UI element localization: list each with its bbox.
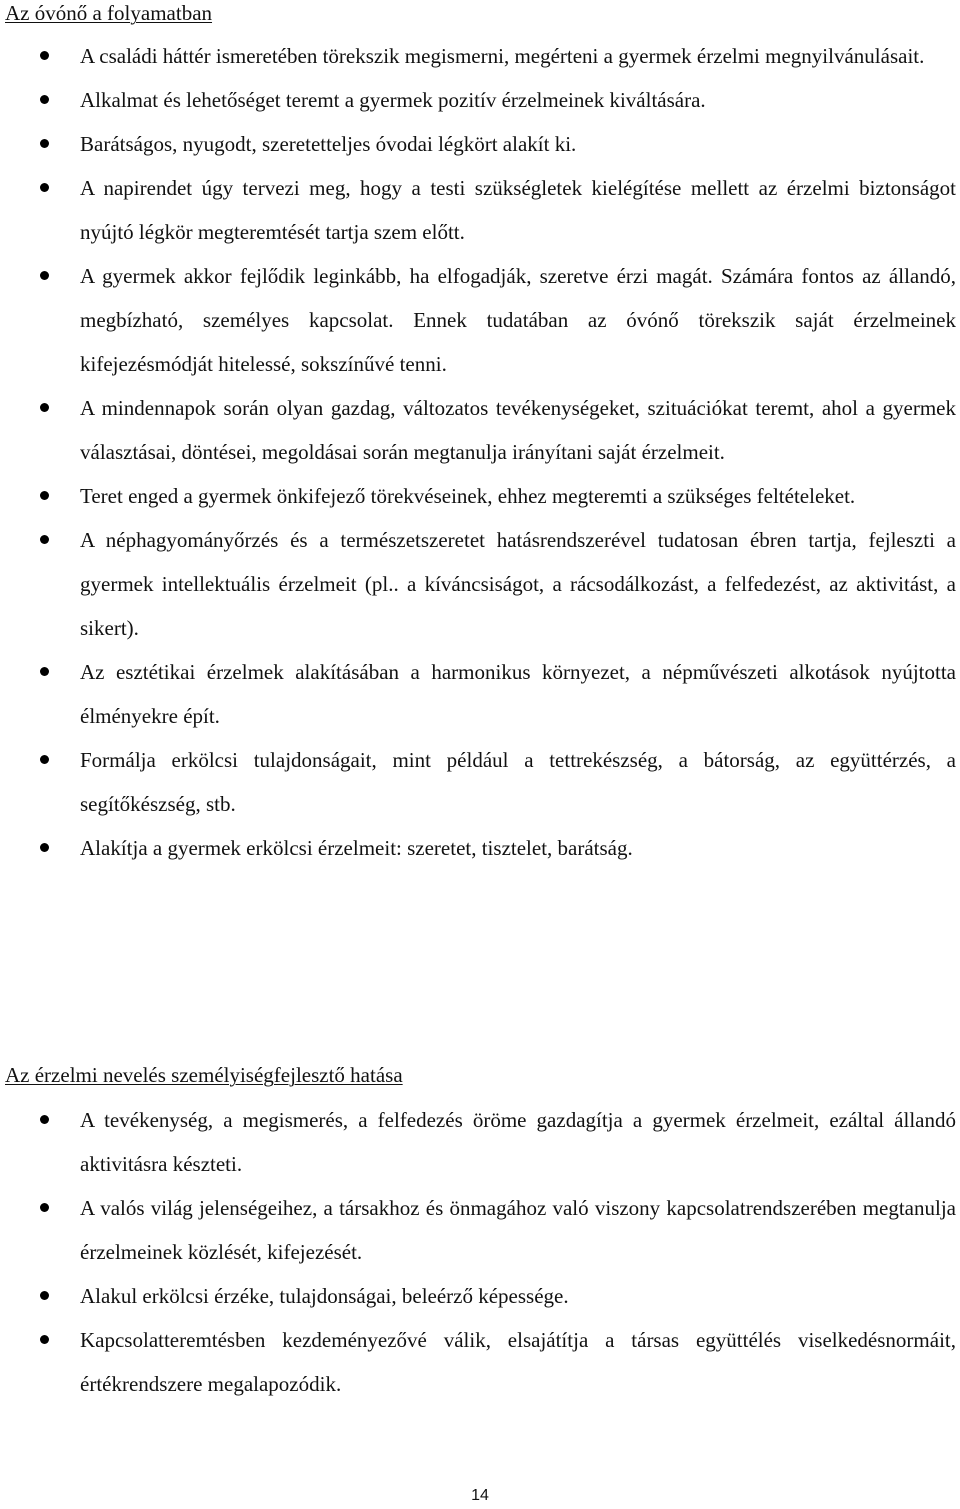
- list-item: [0, 1098, 960, 1186]
- bullet-icon: [40, 1291, 49, 1300]
- bullet-icon: [40, 95, 49, 104]
- list-item-text: A családi háttér ismeretében törekszik megismerni, megérteni a gyermek érzelmi megnyilvánulásait.: [80, 44, 925, 68]
- list-item-text: A valós világ jelenségeihez, a társakhoz és önmagához való viszony kapcsolatrendszerében megtanulja érzelmeinek közlését, kifejezését.: [80, 1196, 956, 1264]
- bullet-icon: [40, 1115, 49, 1124]
- bullet-icon: [40, 535, 49, 544]
- bullet-list-ovono: [0, 34, 960, 870]
- bullet-icon: [40, 1203, 49, 1212]
- list-item: [0, 386, 960, 474]
- list-item-text: Alakítja a gyermek erkölcsi érzelmeit: szeretet, tisztelet, barátság.: [80, 836, 633, 860]
- list-item-text: Kapcsolatteremtésben kezdeményezővé válik, elsajátítja a társas együttélés viselkedésnormáit, értékrendszere megalapozódik.: [80, 1328, 956, 1396]
- list-item: [0, 166, 960, 254]
- list-item: [0, 474, 960, 518]
- list-item-text: A mindennapok során olyan gazdag, változatos tevékenységeket, szituációkat teremt, ahol a gyermek választásai, döntései, megoldásai során megtanulja irányítani saját érzelmeit.: [80, 396, 956, 464]
- page-number: 14: [471, 1487, 489, 1504]
- bullet-icon: [40, 403, 49, 412]
- bullet-icon: [40, 1335, 49, 1344]
- bullet-icon: [40, 755, 49, 764]
- list-item: [0, 738, 960, 826]
- list-item: [0, 34, 960, 78]
- list-item-text: A tevékenység, a megismerés, a felfedezés öröme gazdagítja a gyermek érzelmeit, ezáltal állandó aktivitásra készteti.: [80, 1108, 956, 1176]
- bullet-icon: [40, 51, 49, 60]
- bullet-icon: [40, 139, 49, 148]
- list-item-text: A gyermek akkor fejlődik leginkább, ha elfogadják, szeretve érzi magát. Számára fontos az állandó, megbízható, személyes kapcsolat. Ennek tudatában az óvónő törekszik saját érzelmeinek kifejezésmódját hitelessé, sokszínűvé tenni.: [80, 264, 956, 376]
- list-item: [0, 518, 960, 650]
- list-item-text: Barátságos, nyugodt, szeretetteljes óvodai légkört alakít ki.: [80, 132, 577, 156]
- list-item: [0, 78, 960, 122]
- list-item-text: Teret enged a gyermek önkifejező törekvéseinek, ehhez megteremti a szükséges feltételeket.: [80, 484, 856, 508]
- list-item: [0, 826, 960, 870]
- list-item-text: A napirendet úgy tervezi meg, hogy a testi szükségletek kielégítése mellett az érzelmi biztonságot nyújtó légkör megteremtését tartja szem előtt.: [80, 176, 956, 244]
- list-item-text: Formálja erkölcsi tulajdonságait, mint például a tettrekészség, a bátorság, az együttérzés, a segítőkészség, stb.: [80, 748, 956, 816]
- list-item: [0, 1186, 960, 1274]
- list-item: [0, 650, 960, 738]
- bullet-list-erzelmi-neveles: [0, 1098, 960, 1406]
- list-item-text: A néphagyományőrzés és a természetszeretet hatásrendszerével tudatosan ébren tartja, fejleszti a gyermek intellektuális érzelmeit (pl.. a kíváncsiságot, a rácsodálkozást, a felfedezést, az aktivitást, a sikert).: [80, 528, 956, 640]
- list-item: [0, 122, 960, 166]
- bullet-icon: [40, 667, 49, 676]
- section-heading-ovono: Az óvónő a folyamatban: [5, 1, 213, 25]
- list-item: [0, 1274, 960, 1318]
- bullet-icon: [40, 271, 49, 280]
- bullet-icon: [40, 843, 49, 852]
- section-heading-erzelmi-neveles: Az érzelmi nevelés személyiségfejlesztő hatása: [5, 1063, 403, 1087]
- bullet-icon: [40, 491, 49, 500]
- list-item: [0, 254, 960, 386]
- bullet-icon: [40, 183, 49, 192]
- list-item: [0, 1318, 960, 1406]
- list-item-text: Alakul erkölcsi érzéke, tulajdonságai, beleérző képessége.: [80, 1284, 569, 1308]
- list-item-text: Az esztétikai érzelmek alakításában a harmonikus környezet, a népművészeti alkotások nyújtotta élményekre épít.: [80, 660, 956, 728]
- list-item-text: Alkalmat és lehetőséget teremt a gyermek pozitív érzelmeinek kiváltására.: [80, 88, 706, 112]
